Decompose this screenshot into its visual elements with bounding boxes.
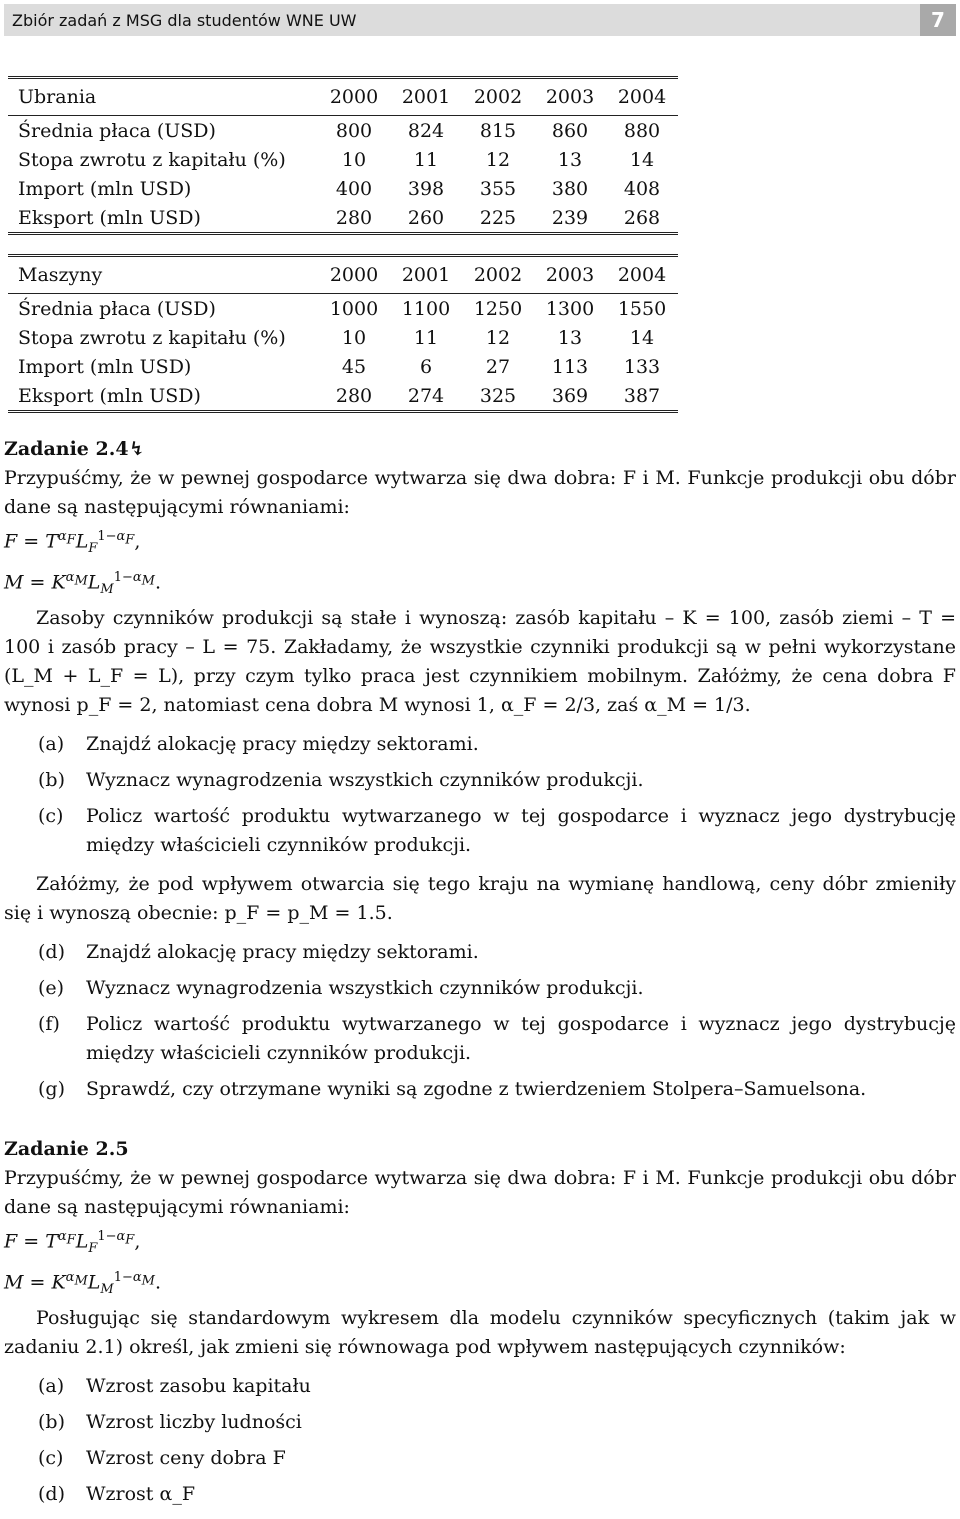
list-item: (d) Wzrost α_F [38, 1483, 195, 1506]
table-row: Eksport (mln USD) 280 260 225 239 268 [18, 206, 661, 229]
table-row: Stopa zwrotu z kapitału (%) 10 11 12 13 14 [18, 148, 655, 171]
task-title: Zadanie 2.4↯ [4, 438, 145, 460]
list-item: (d) Znajdź alokację pracy między sektorami. [38, 941, 479, 964]
task-intro: Przypuśćmy, że w pewnej gospodarce wytwarza się dwa dobra: F i M. Funkcje produkcji obu dóbr dane są następującymi równaniami: [4, 467, 956, 518]
task-body: Posługując się standardowym wykresem dla modelu czynników specyficznych (takim jak w zadaniu 2.1) określ, jak zmieni się równowaga pod wpływem następujących czynników: [4, 1307, 956, 1359]
task-intro: Przypuśćmy, że w pewnej gospodarce wytwarza się dwa dobra: F i M. Funkcje produkcji obu dóbr dane są następującymi równaniami: [4, 1167, 956, 1218]
list-item: (b) Wyznacz wynagrodzenia wszystkich czynników produkcji. [38, 769, 644, 792]
question-list [4, 730, 956, 860]
equation-m: $M = K^{\alpha_M}L_M^{1-\alpha_M}$. [4, 570, 162, 598]
equation-m: $M = K^{\alpha_M}L_M^{1-\alpha_M}$. [4, 1270, 162, 1298]
task-middle: Załóżmy, że pod wpływem otwarcia się tego kraju na wymianę handlową, ceny dóbr zmieniły się i wynoszą obecnie: p_F = p_M = 1.5. [4, 873, 956, 925]
table-row: Import (mln USD) 45 6 27 113 133 [18, 355, 661, 378]
task-title: Zadanie 2.5 [4, 1138, 129, 1160]
lightning-icon: ↯ [128, 438, 145, 460]
table-row: Stopa zwrotu z kapitału (%) 10 11 12 13 14 [18, 326, 655, 349]
list-item: (c) Policz wartość produktu wytwarzanego w tej gospodarce i wyznacz jego dystrybucję między właścicieli czynników produkcji. [38, 805, 956, 857]
header-title: Zbiór zadań z MSG dla studentów WNE UW [12, 10, 357, 30]
task-body: Zasoby czynników produkcji są stałe i wynoszą: zasób kapitału – K = 100, zasób ziemi – T = 100 i zasób pracy – L = 75. Zakładamy, że wszystkie czynniki produkcji są w pełni wykorzystane (L_M + L_F = L), przy czym tylko praca jest czynnikiem mobilnym. Załóżmy, że cena dobra F wynosi p_F = 2, natomiast cena dobra M wynosi 1, α_F = 2/3, zaś α_M = 1/3. [4, 607, 956, 717]
list-item: (g) Sprawdź, czy otrzymane wyniki są zgodne z twierdzeniem Stolpera–Samuelsona. [38, 1078, 867, 1101]
task-2-4 [4, 435, 956, 1114]
table-header-row: Maszyny 2000 2001 2002 2003 2004 [8, 256, 678, 294]
list-item: (e) Wyznacz wynagrodzenia wszystkich czynników produkcji. [38, 977, 644, 1000]
list-item: (f) Policz wartość produktu wytwarzanego w tej gospodarce i wyznacz jego dystrybucję między właścicieli czynników produkcji. [38, 1013, 956, 1065]
page-header [4, 4, 956, 36]
list-item: (b) Wzrost liczby ludności [38, 1411, 302, 1434]
table-maszyny [8, 254, 678, 413]
table-row: Średnia płaca (USD) 1000 1100 1250 1300 1550 [18, 297, 667, 320]
table-row: Eksport (mln USD) 280 274 325 369 387 [18, 384, 661, 407]
table-ubrania [8, 76, 678, 235]
equation-f: $F = T^{\alpha_F}L_F^{1-\alpha_F}$, [4, 529, 141, 557]
page-number: 7 [920, 4, 956, 36]
table-header-row: Ubrania 2000 2001 2002 2003 2004 [8, 78, 678, 116]
table-row: Średnia płaca (USD) 800 824 815 860 880 [18, 119, 661, 142]
question-list [4, 938, 956, 1104]
list-item: (c) Wzrost ceny dobra F [38, 1447, 286, 1470]
list-item: (a) Znajdź alokację pracy między sektorami. [38, 733, 479, 756]
task-2-5 [4, 1135, 956, 1519]
equation-f: $F = T^{\alpha_F}L_F^{1-\alpha_F}$, [4, 1229, 141, 1257]
list-item: (a) Wzrost zasobu kapitału [38, 1375, 311, 1398]
table-row: Import (mln USD) 400 398 355 380 408 [18, 177, 661, 200]
